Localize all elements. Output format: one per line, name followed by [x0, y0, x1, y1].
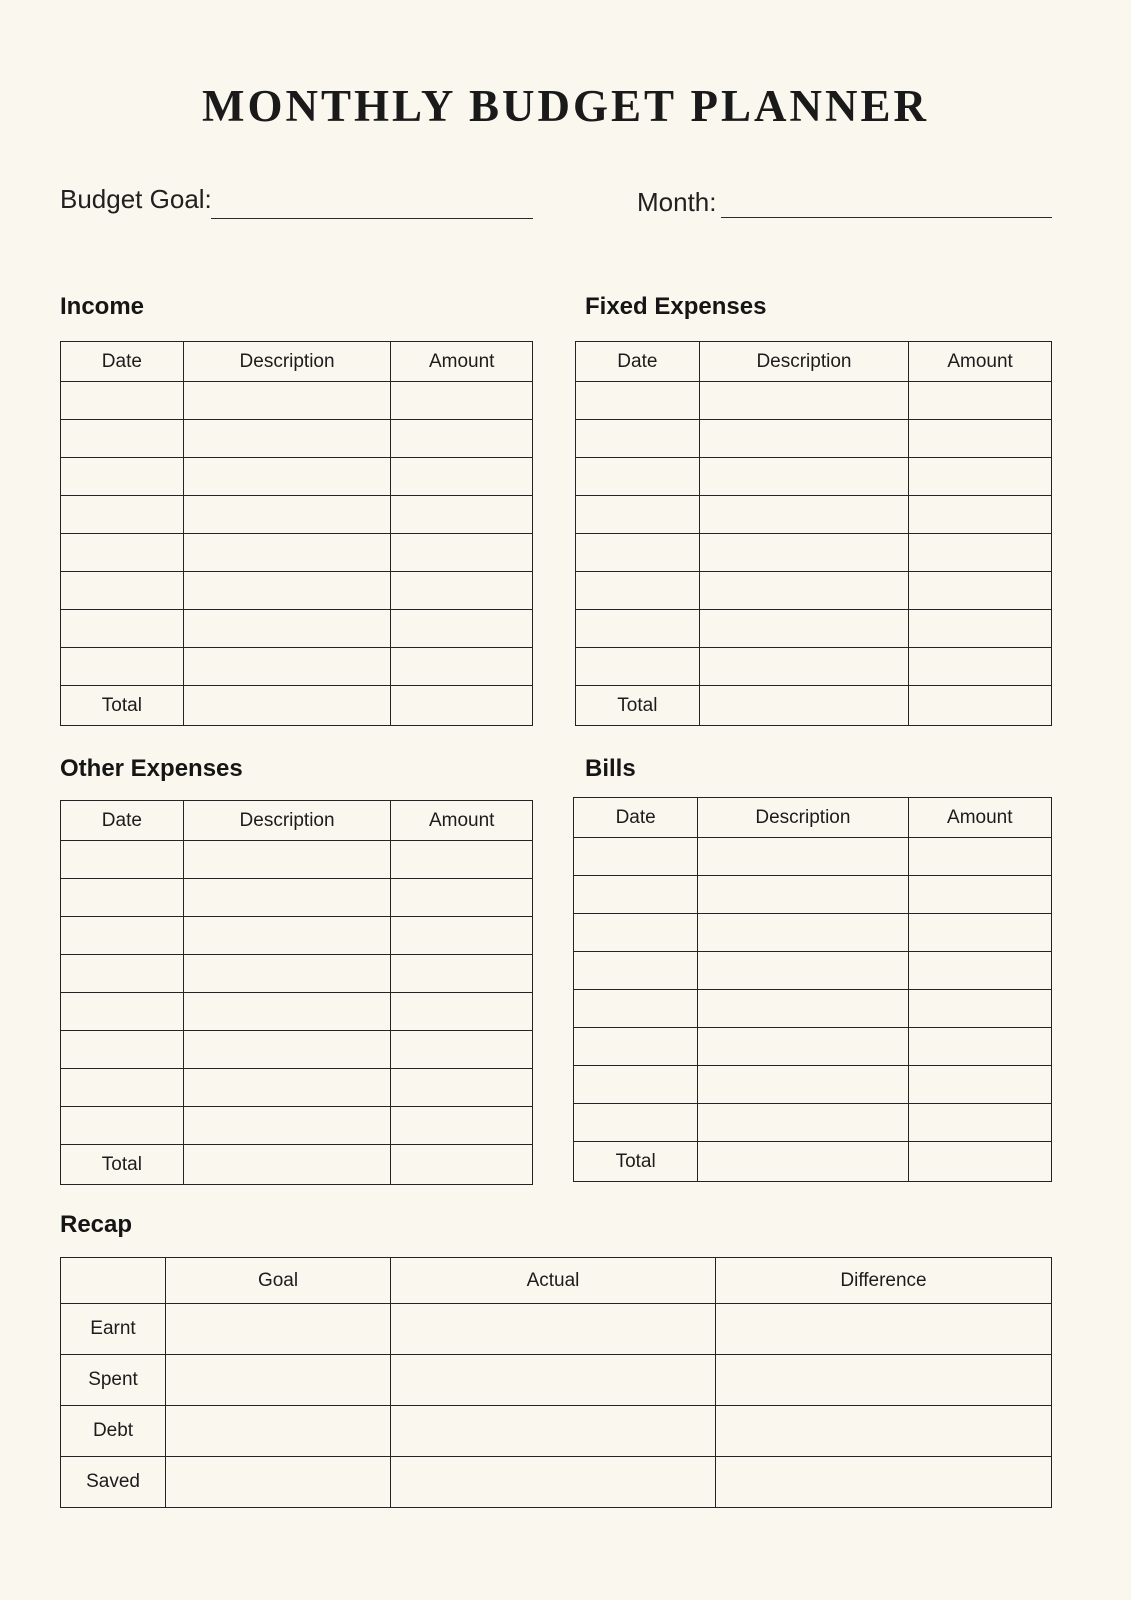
empty-cell	[908, 838, 1051, 876]
total-row	[61, 1145, 533, 1185]
empty-cell	[391, 686, 533, 726]
column-header: Description	[183, 342, 391, 382]
empty-cell	[183, 534, 391, 572]
page-title: MONTHLY BUDGET PLANNER	[202, 81, 929, 131]
empty-cell	[183, 993, 391, 1031]
column-header: Date	[61, 801, 184, 841]
month-label: Month:	[637, 187, 717, 217]
empty-cell	[166, 1355, 391, 1406]
empty-cell	[183, 1031, 391, 1069]
empty-cell	[909, 572, 1052, 610]
empty-cell	[909, 648, 1052, 686]
empty-cell	[391, 917, 533, 955]
empty-cell	[183, 955, 391, 993]
budget-goal-blank	[211, 218, 533, 219]
empty-cell	[61, 1069, 184, 1107]
table-row	[576, 534, 1052, 572]
empty-cell	[576, 610, 700, 648]
budget-goal-label: Budget Goal:	[60, 184, 212, 214]
empty-cell	[698, 876, 908, 914]
table-row	[574, 838, 1052, 876]
empty-cell	[61, 917, 184, 955]
table-row	[574, 952, 1052, 990]
empty-cell	[698, 952, 908, 990]
empty-cell	[183, 917, 391, 955]
empty-cell	[909, 496, 1052, 534]
table-row	[576, 458, 1052, 496]
empty-cell	[908, 914, 1051, 952]
empty-cell	[698, 1066, 908, 1104]
empty-cell	[391, 572, 533, 610]
header-row	[61, 801, 533, 841]
recap-row-earnt	[61, 1304, 1052, 1355]
fixed-expenses-heading: Fixed Expenses	[585, 293, 767, 320]
empty-cell	[908, 1066, 1051, 1104]
empty-cell	[391, 879, 533, 917]
empty-cell	[908, 876, 1051, 914]
empty-cell	[699, 496, 908, 534]
empty-cell	[391, 534, 533, 572]
empty-cell	[909, 610, 1052, 648]
empty-cell	[576, 496, 700, 534]
empty-cell	[574, 838, 698, 876]
empty-cell	[698, 914, 908, 952]
empty-cell	[908, 1104, 1051, 1142]
empty-cell	[574, 1028, 698, 1066]
recap-heading: Recap	[60, 1211, 133, 1238]
recap-row-label: Saved	[61, 1457, 166, 1508]
table-row	[61, 420, 533, 458]
header-row	[576, 342, 1052, 382]
total-label: Total	[576, 686, 700, 726]
empty-cell	[576, 534, 700, 572]
empty-cell	[391, 993, 533, 1031]
column-header: Date	[574, 798, 698, 838]
recap-row-label: Debt	[61, 1406, 166, 1457]
column-header: Description	[699, 342, 908, 382]
header-row	[574, 798, 1052, 838]
empty-cell	[908, 990, 1051, 1028]
table-row	[574, 990, 1052, 1028]
empty-cell	[909, 382, 1052, 420]
table-row	[61, 496, 533, 534]
recap-row-debt	[61, 1406, 1052, 1457]
empty-cell	[61, 993, 184, 1031]
empty-cell	[183, 648, 391, 686]
table-row	[574, 914, 1052, 952]
empty-cell	[391, 382, 533, 420]
column-header: Amount	[909, 342, 1052, 382]
column-header: Description	[183, 801, 391, 841]
fixed-expenses-table	[575, 341, 1052, 726]
table-row	[61, 534, 533, 572]
empty-cell	[183, 496, 391, 534]
recap-table	[60, 1257, 1052, 1508]
empty-cell	[61, 879, 184, 917]
empty-cell	[574, 952, 698, 990]
table-row	[61, 841, 533, 879]
empty-cell	[390, 1355, 715, 1406]
table-row	[61, 955, 533, 993]
table-row	[61, 382, 533, 420]
empty-cell	[576, 458, 700, 496]
table-row	[576, 382, 1052, 420]
empty-cell	[61, 420, 184, 458]
recap-column-header: Actual	[390, 1258, 715, 1304]
income-heading: Income	[60, 293, 145, 320]
table-row	[576, 572, 1052, 610]
empty-cell	[699, 534, 908, 572]
empty-cell	[574, 914, 698, 952]
empty-cell	[574, 876, 698, 914]
empty-cell	[574, 1066, 698, 1104]
empty-cell	[576, 648, 700, 686]
empty-cell	[183, 458, 391, 496]
empty-cell	[391, 841, 533, 879]
empty-cell	[166, 1304, 391, 1355]
empty-cell	[183, 686, 391, 726]
empty-cell	[183, 382, 391, 420]
empty-cell	[391, 1107, 533, 1145]
column-header: Amount	[391, 801, 533, 841]
income-table	[60, 341, 533, 726]
total-row	[61, 686, 533, 726]
table-row	[61, 648, 533, 686]
recap-corner-cell	[61, 1258, 166, 1304]
empty-cell	[391, 648, 533, 686]
total-row	[574, 1142, 1052, 1182]
empty-cell	[574, 990, 698, 1028]
table-row	[574, 1066, 1052, 1104]
header-row	[61, 342, 533, 382]
other-expenses-heading: Other Expenses	[60, 755, 243, 782]
empty-cell	[699, 458, 908, 496]
empty-cell	[61, 1031, 184, 1069]
table-row	[61, 917, 533, 955]
table-row	[61, 993, 533, 1031]
empty-cell	[699, 420, 908, 458]
empty-cell	[61, 534, 184, 572]
empty-cell	[576, 572, 700, 610]
table-row	[576, 420, 1052, 458]
empty-cell	[908, 1142, 1051, 1182]
empty-cell	[908, 1028, 1051, 1066]
empty-cell	[183, 1145, 391, 1185]
empty-cell	[699, 686, 908, 726]
empty-cell	[391, 610, 533, 648]
bills-heading: Bills	[585, 755, 636, 782]
column-header: Description	[698, 798, 908, 838]
empty-cell	[61, 841, 184, 879]
total-label: Total	[574, 1142, 698, 1182]
recap-header-row	[61, 1258, 1052, 1304]
empty-cell	[61, 955, 184, 993]
month-blank	[721, 217, 1052, 218]
table-row	[61, 610, 533, 648]
table-row	[574, 876, 1052, 914]
column-header: Amount	[391, 342, 533, 382]
empty-cell	[391, 955, 533, 993]
table-row	[576, 648, 1052, 686]
empty-cell	[699, 648, 908, 686]
empty-cell	[576, 420, 700, 458]
empty-cell	[166, 1457, 391, 1508]
total-label: Total	[61, 686, 184, 726]
table-row	[61, 572, 533, 610]
empty-cell	[390, 1304, 715, 1355]
empty-cell	[61, 1107, 184, 1145]
empty-cell	[716, 1304, 1052, 1355]
empty-cell	[699, 610, 908, 648]
total-label: Total	[61, 1145, 184, 1185]
empty-cell	[909, 534, 1052, 572]
column-header: Amount	[908, 798, 1051, 838]
empty-cell	[716, 1457, 1052, 1508]
table-row	[576, 496, 1052, 534]
empty-cell	[183, 879, 391, 917]
empty-cell	[390, 1406, 715, 1457]
table-row	[61, 1031, 533, 1069]
empty-cell	[390, 1457, 715, 1508]
table-row	[61, 1069, 533, 1107]
recap-column-header: Goal	[166, 1258, 391, 1304]
recap-row-label: Spent	[61, 1355, 166, 1406]
recap-row-spent	[61, 1355, 1052, 1406]
empty-cell	[699, 572, 908, 610]
empty-cell	[391, 496, 533, 534]
table-row	[576, 610, 1052, 648]
other-expenses-table	[60, 800, 533, 1185]
empty-cell	[698, 1028, 908, 1066]
empty-cell	[61, 382, 184, 420]
table-row	[61, 458, 533, 496]
table-row	[574, 1104, 1052, 1142]
empty-cell	[183, 610, 391, 648]
empty-cell	[576, 382, 700, 420]
empty-cell	[61, 648, 184, 686]
empty-cell	[716, 1406, 1052, 1457]
empty-cell	[183, 841, 391, 879]
table-row	[61, 879, 533, 917]
empty-cell	[183, 420, 391, 458]
empty-cell	[716, 1355, 1052, 1406]
empty-cell	[166, 1406, 391, 1457]
empty-cell	[909, 420, 1052, 458]
column-header: Date	[576, 342, 700, 382]
recap-column-header: Difference	[716, 1258, 1052, 1304]
empty-cell	[391, 420, 533, 458]
empty-cell	[698, 990, 908, 1028]
empty-cell	[698, 1104, 908, 1142]
empty-cell	[183, 1107, 391, 1145]
bills-table	[573, 797, 1052, 1182]
table-row	[61, 1107, 533, 1145]
empty-cell	[391, 1069, 533, 1107]
empty-cell	[908, 952, 1051, 990]
column-header: Date	[61, 342, 184, 382]
empty-cell	[391, 458, 533, 496]
empty-cell	[183, 1069, 391, 1107]
empty-cell	[61, 458, 184, 496]
recap-row-label: Earnt	[61, 1304, 166, 1355]
empty-cell	[391, 1145, 533, 1185]
total-row	[576, 686, 1052, 726]
empty-cell	[574, 1104, 698, 1142]
empty-cell	[61, 496, 184, 534]
empty-cell	[61, 610, 184, 648]
empty-cell	[61, 572, 184, 610]
empty-cell	[391, 1031, 533, 1069]
recap-row-saved	[61, 1457, 1052, 1508]
empty-cell	[698, 1142, 908, 1182]
table-row	[574, 1028, 1052, 1066]
empty-cell	[699, 382, 908, 420]
empty-cell	[909, 686, 1052, 726]
empty-cell	[698, 838, 908, 876]
empty-cell	[183, 572, 391, 610]
empty-cell	[909, 458, 1052, 496]
